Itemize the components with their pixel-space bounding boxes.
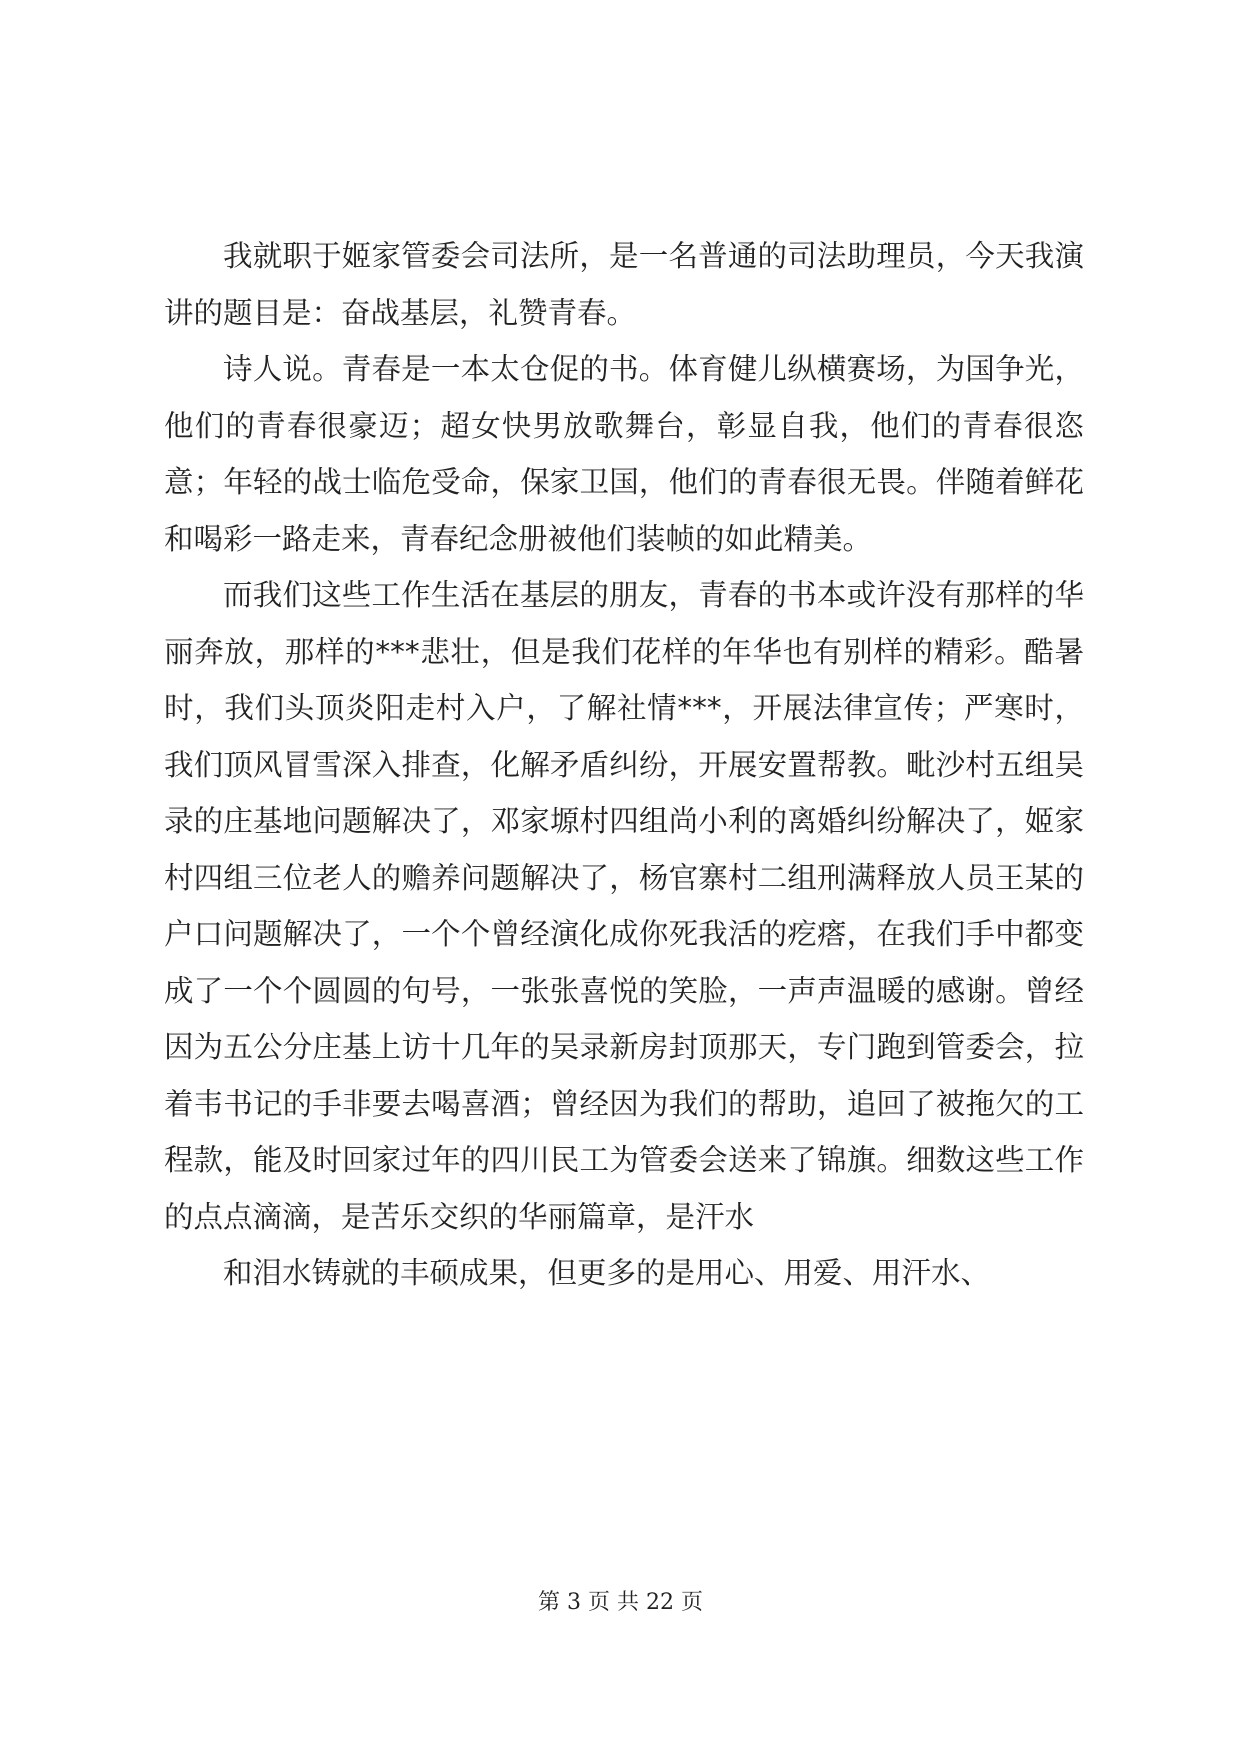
paragraph-continuation: 和泪水铸就的丰硕成果，但更多的是用心、用爱、用汗水、 xyxy=(223,1256,991,1290)
body-text xyxy=(164,228,1084,1302)
paragraph-grassroots: 而我们这些工作生活在基层的朋友，青春的书本或许没有那样的华丽奔放，那样的***悲壮，但是我们花样的年华也有别样的精彩。酷暑时，我们头顶炎阳走村入户，了解社情***，开展法律宣传；严寒时，我们顶风冒雪深入排查，化解矛盾纠纷，开展安置帮教。毗沙村五组吴录的庄基地问题解决了，邓家塬村四组尚小利的离婚纠纷解决了，姬家村四组三位老人的赡养问题解决了，杨官寨村二组刑满释放人员王某的户口问题解决了，一个个曾经演化成你死我活的疙瘩，在我们手中都变成了一个个圆圆的句号，一张张喜悦的笑脸，一声声温暖的感谢。曾经因为五公分庄基上访十几年的吴录新房封顶那天，专门跑到管委会，拉着韦书记的手非要去喝喜酒；曾经因为我们的帮助，追回了被拖欠的工程款，能及时回家过年的四川民工为管委会送来了锦旗。细数这些工作的点点滴滴，是苦乐交织的华丽篇章，是汗水 xyxy=(164,578,1084,1234)
paragraph-poet: 诗人说。青春是一本太仓促的书。体育健儿纵横赛场，为国争光，他们的青春很豪迈；超女快男放歌舞台，彰显自我，他们的青春很恣意；年轻的战士临危受命，保家卫国，他们的青春很无畏。伴随着鲜花和喝彩一路走来，青春纪念册被他们装帧的如此精美。 xyxy=(164,352,1084,556)
paragraph-intro: 我就职于姬家管委会司法所，是一名普通的司法助理员，今天我演讲的题目是：奋战基层，礼赞青春。 xyxy=(164,239,1084,330)
page-number-footer: 第 3 页 共 22 页 xyxy=(538,1590,703,1615)
